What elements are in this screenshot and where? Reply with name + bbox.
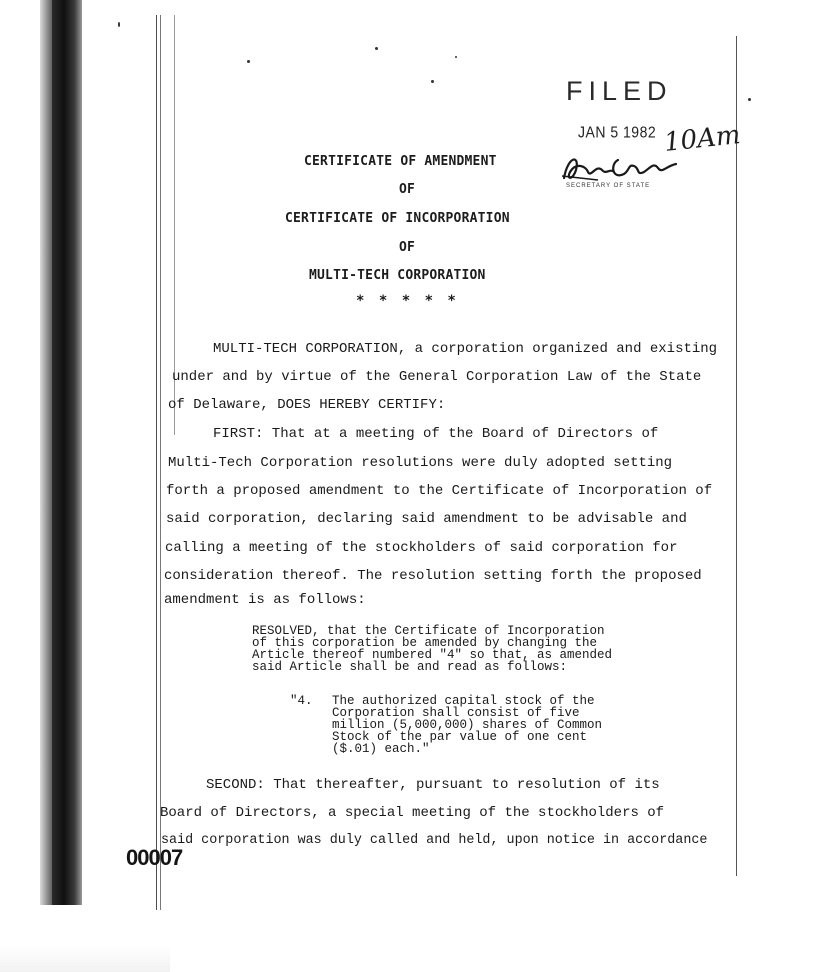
heading-line-4: OF (399, 239, 416, 256)
article-line: Stock of the par value of one cent (332, 730, 588, 744)
first-line: calling a meeting of the stockholders of said corporation for (165, 540, 678, 556)
article-number: "4. (290, 694, 313, 708)
scan-speck (431, 80, 434, 83)
heading-line-3: CERTIFICATE OF INCORPORATION (285, 210, 510, 227)
intro-line: of Delaware, DOES HEREBY CERTIFY: (168, 397, 446, 413)
first-line: forth a proposed amendment to the Certificate of Incorporation of (166, 483, 713, 499)
left-margin-line-inner (160, 15, 161, 910)
signature-title: SECRETARY OF STATE (566, 183, 651, 189)
resolved-line: said Article shall be and read as follows: (252, 660, 568, 674)
second-line: Board of Directors, a special meeting of the stockholders of (160, 805, 665, 821)
article-line: million (5,000,000) shares of Common (332, 718, 603, 732)
signature-scribble (558, 150, 688, 186)
first-line: consideration thereof. The resolution setting forth the proposed (164, 568, 702, 584)
first-line: amendment is as follows: (164, 592, 366, 608)
scan-edge-dark-band (52, 0, 82, 912)
right-margin-line (736, 36, 737, 876)
resolved-line: Article thereof numbered "4" so that, as amended (252, 648, 613, 662)
filed-date: JAN 5 1982 (578, 123, 657, 141)
first-line: Multi-Tech Corporation resolutions were duly adopted setting (168, 455, 673, 471)
article-line: Corporation shall consist of five (332, 706, 580, 720)
heading-line-5: MULTI-TECH CORPORATION (309, 267, 486, 284)
scan-speck (247, 60, 250, 63)
scan-bottom-edge (0, 905, 170, 972)
scan-speck (118, 22, 120, 27)
heading-line-1: CERTIFICATE OF AMENDMENT (304, 153, 497, 170)
second-line: said corporation was duly called and held, upon notice in accordance (161, 833, 708, 848)
page-number: 00007 (126, 845, 183, 870)
scan-speck (748, 98, 751, 101)
article-block (332, 695, 602, 755)
heading-stars: * * * * * (356, 293, 459, 309)
resolved-line: RESOLVED, that the Certificate of Incorporation (252, 624, 605, 638)
filed-stamp: FILED (566, 76, 673, 106)
filed-time: 10Am (662, 120, 742, 158)
first-line: FIRST: That at a meeting of the Board of Directors of (213, 426, 659, 442)
heading-line-2: OF (399, 181, 416, 198)
second-line: SECOND: That thereafter, pursuant to resolution of its (206, 777, 660, 793)
resolved-block (252, 625, 612, 673)
article-line: ($.01) each." (332, 742, 430, 756)
article-line: The authorized capital stock of the (332, 694, 595, 708)
intro-line: under and by virtue of the General Corporation Law of the State (172, 369, 702, 385)
resolved-line: of this corporation be amended by changing the (252, 636, 598, 650)
intro-line: MULTI-TECH CORPORATION, a corporation organized and existing (213, 341, 718, 357)
scan-speck (455, 56, 457, 58)
left-margin-line (156, 15, 157, 910)
scan-speck (375, 47, 378, 50)
first-line: said corporation, declaring said amendment to be advisable and (166, 511, 687, 527)
